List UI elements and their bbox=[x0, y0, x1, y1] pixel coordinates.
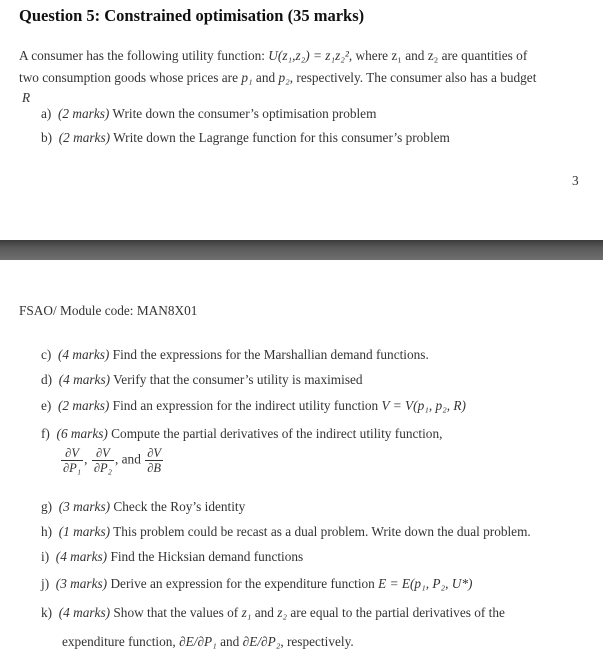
part-text: and bbox=[216, 634, 243, 649]
part-text: Compute the partial derivatives of the indirect utility function, bbox=[107, 426, 443, 441]
part-marks: (4 marks) bbox=[58, 347, 110, 362]
fraction-denominator: ∂P₁ bbox=[63, 461, 82, 475]
part-text: This problem could be recast as a dual problem. Write down the dual problem. bbox=[110, 524, 531, 539]
separator: , and bbox=[115, 451, 141, 467]
part-text: Verify that the consumer’s utility is maximised bbox=[110, 372, 363, 387]
fraction-denominator: ∂B bbox=[147, 461, 161, 475]
part-text: expenditure function, bbox=[62, 634, 180, 649]
module-header: FSAO/ Module code: MAN8X01 bbox=[19, 303, 198, 318]
part-marks: (3 marks) bbox=[55, 576, 108, 591]
part-marks: (2 marks) bbox=[58, 398, 110, 413]
part-text: Find an expression for the indirect utility function bbox=[109, 398, 382, 413]
part-text: , respectively. bbox=[280, 634, 354, 649]
part-letter: k) bbox=[41, 605, 53, 620]
part-e bbox=[41, 398, 466, 414]
part-letter: h) bbox=[41, 524, 53, 539]
part-h bbox=[41, 524, 531, 540]
part-marks: (3 marks) bbox=[58, 499, 111, 514]
indirect-utility-expression: V = V(p₁, p₂, R) bbox=[381, 398, 466, 413]
part-letter: g) bbox=[41, 499, 53, 514]
part-text: Show that the values of bbox=[110, 605, 242, 620]
derivative-e-p2: ∂E/∂P₂ bbox=[242, 634, 281, 649]
derivative-v-p1 bbox=[61, 446, 83, 475]
part-k bbox=[41, 605, 505, 621]
part-d bbox=[41, 372, 363, 388]
part-marks: (2 marks) bbox=[58, 106, 110, 121]
question-title: Question 5: Constrained optimisation (35 marks) bbox=[19, 6, 365, 25]
part-text: Check the Roy’s identity bbox=[110, 499, 246, 514]
part-text: Find the expressions for the Marshallian demand functions. bbox=[109, 347, 429, 362]
part-marks: (4 marks) bbox=[55, 549, 108, 564]
fraction-numerator: ∂V bbox=[147, 446, 161, 460]
page-number: 3 bbox=[572, 173, 579, 188]
intro-text: A consumer has the following utility function: bbox=[19, 48, 269, 63]
page-bottom bbox=[0, 260, 603, 668]
fraction-denominator: ∂P₂ bbox=[93, 461, 112, 475]
derivative-e-p1: ∂E/∂P₁ bbox=[179, 634, 217, 649]
fraction-numerator: ∂V bbox=[92, 446, 114, 461]
part-k-line-2 bbox=[62, 634, 354, 650]
derivative-v-b bbox=[145, 446, 163, 475]
part-letter: d) bbox=[41, 372, 53, 387]
fraction-numerator: ∂V bbox=[61, 446, 83, 461]
part-letter: j) bbox=[41, 576, 50, 591]
separator: , bbox=[84, 451, 88, 467]
intro-text: , where z₁ and z₂ are quantities of bbox=[348, 48, 528, 63]
utility-function: U(z₁,z₂) = z₁z₂² bbox=[268, 48, 349, 63]
part-marks: (4 marks) bbox=[58, 372, 111, 387]
part-text: Write down the Lagrange function for this consumer’s problem bbox=[110, 130, 450, 145]
part-g bbox=[41, 499, 245, 515]
page-separator bbox=[0, 240, 603, 260]
intro-text: , respectively. The consumer also has a budget bbox=[289, 70, 537, 85]
part-text: and bbox=[251, 605, 278, 620]
part-a bbox=[41, 106, 376, 122]
part-marks: (1 marks) bbox=[58, 524, 111, 539]
part-letter: c) bbox=[41, 347, 52, 362]
part-letter: f) bbox=[41, 426, 50, 441]
part-i bbox=[41, 549, 303, 565]
intro-text: and bbox=[252, 70, 279, 85]
price-2: p₂ bbox=[278, 70, 290, 85]
part-f bbox=[41, 426, 442, 442]
part-letter: e) bbox=[41, 398, 52, 413]
part-marks: (6 marks) bbox=[56, 426, 108, 441]
part-letter: i) bbox=[41, 549, 50, 564]
part-b bbox=[41, 130, 450, 146]
part-text: are equal to the partial derivatives of the bbox=[287, 605, 505, 620]
part-text: Find the Hicksian demand functions bbox=[107, 549, 304, 564]
page-top bbox=[0, 0, 603, 240]
variable-z2: z₂ bbox=[277, 605, 288, 620]
part-marks: (2 marks) bbox=[58, 130, 111, 145]
part-j bbox=[41, 576, 472, 592]
part-text: Derive an expression for the expenditure function bbox=[107, 576, 379, 591]
expenditure-function-expression: E = E(p₁, P₂, U*) bbox=[378, 576, 473, 591]
part-text: Write down the consumer’s optimisation problem bbox=[109, 106, 377, 121]
part-letter: b) bbox=[41, 130, 53, 145]
intro-text: two consumption goods whose prices are bbox=[19, 70, 242, 85]
intro-line-2 bbox=[19, 70, 536, 86]
partial-derivatives bbox=[60, 446, 164, 475]
part-letter: a) bbox=[41, 106, 52, 121]
derivative-v-p2 bbox=[92, 446, 114, 475]
price-1: p₁ bbox=[241, 70, 253, 85]
budget-symbol: R bbox=[22, 90, 31, 105]
variable-z1: z₁ bbox=[241, 605, 252, 620]
intro-line-1 bbox=[19, 48, 527, 64]
part-marks: (4 marks) bbox=[58, 605, 111, 620]
part-c bbox=[41, 347, 429, 363]
